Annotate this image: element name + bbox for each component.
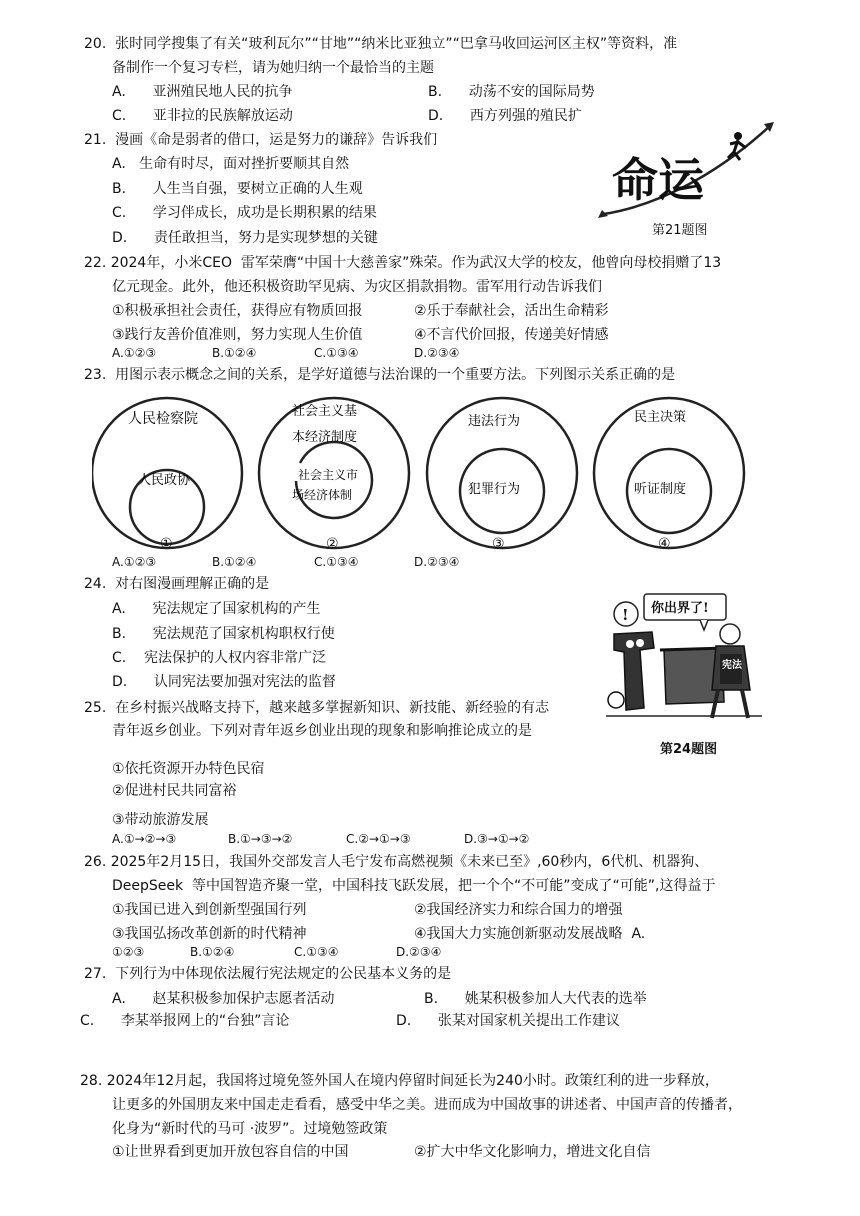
venn-diagram-1 — [92, 398, 242, 548]
venn-diagram-2 — [259, 398, 409, 548]
q26-choice-d: D.②③④ — [396, 945, 442, 959]
q20-option-d: D. 西方列强的殖民扩 — [428, 108, 582, 124]
q28-stem-line2: 让更多的外国朋友来中国走走看看，感受中华之美。进而成为中国故事的讲述者、中国声音的传播者， — [112, 1097, 742, 1113]
q26-statement-2: ②我国经济实力和综合国力的增强 — [414, 902, 623, 918]
q23-choice-a: A.①②③ — [112, 555, 157, 569]
venn2-outer-label-1: 社会主义基 — [292, 404, 358, 419]
q25-choice-c: C.②→①→③ — [346, 832, 411, 846]
q23-diagram-number-2: ② — [326, 536, 339, 552]
q21-option-b: B. 人生当自强，要树立正确的人生观 — [112, 181, 363, 197]
q22-stem-line1: 22. 2024年，小米CEO 雷军荣膺“中国十大慈善家”殊荣。作为武汉大学的校友，他曾向母校捐赠了13 — [84, 255, 722, 271]
q20-option-b: B. 动荡不安的国际局势 — [428, 84, 595, 100]
q22-statement-2: ②乐于奉献社会，活出生命精彩 — [414, 303, 609, 319]
q20-option-a: A. 亚洲殖民地人民的抗争 — [112, 84, 293, 100]
q21-cartoon-image — [594, 118, 784, 220]
q25-choice-b: B.①→③→② — [228, 832, 293, 846]
q21-stem: 21. 漫画《命是弱者的借口，运是努力的谦辞》告诉我们 — [84, 132, 438, 148]
q27-option-d: D. 张某对国家机关提出工作建议 — [396, 1013, 620, 1029]
q24-speech-bubble: 你出界了! — [651, 601, 709, 616]
q21-option-c: C. 学习伴成长，成功是长期积累的结果 — [112, 205, 377, 221]
q26-statement-1: ①我国已进入到创新型强国行列 — [112, 902, 307, 918]
q24-cartoon-image — [604, 590, 764, 728]
q22-statement-1: ①积极承担社会责任，获得应有物质回报 — [112, 303, 363, 319]
q25-choice-d: D.③→①→② — [464, 832, 530, 846]
q27-option-b: B. 姚某积极参加人大代表的选举 — [424, 991, 647, 1007]
q28-stem-line3: 化身为“新时代的马可 ·波罗”。过境勉签政策 — [112, 1121, 388, 1137]
q21-caption: 第21题图 — [652, 223, 708, 238]
q23-stem: 23. 用图示表示概念之间的关系，是学好道德与法治课的一个重要方法。下列图示关系正确的是 — [84, 367, 676, 383]
q28-stem-line1: 28. 2024年12月起，我国将过境免签外国人在境内停留时间延长为240小时。政策红利的进一步释放， — [80, 1073, 719, 1089]
q23-choice-d: D.②③④ — [414, 555, 460, 569]
q26-choice-c: C.①③④ — [294, 945, 339, 959]
venn2-inner-label-2: 场经济体制 — [292, 488, 353, 502]
svg-text:!: ! — [622, 606, 629, 624]
q24-option-c: C. 宪法保护的人权内容非常广泛 — [112, 650, 327, 666]
q20-option-c: C. 亚非拉的民族解放运动 — [112, 108, 293, 124]
q22-statement-3: ③践行友善价值准则，努力实现人生价值 — [112, 327, 363, 343]
q26-choice-a: ①②③ — [112, 945, 145, 959]
venn1-outer-label: 人民检察院 — [128, 411, 198, 427]
q23-choice-b: B.①②④ — [212, 555, 257, 569]
q23-diagram-number-1: ① — [160, 536, 173, 552]
q25-stem-line2: 青年返乡创业。下列对青年返乡创业出现的现象和影响推论成立的是 — [112, 723, 532, 739]
q20-stem-line2: 备制作一个复习专栏，请为她归纳一个最恰当的主题 — [112, 60, 434, 76]
q24-option-d: D. 认同宪法要加强对宪法的监督 — [112, 674, 336, 690]
q20-stem-line1: 20. 张时同学搜集了有关“玻利瓦尔”“甘地”“纳米比亚独立”“巴拿马收回运河区主权”等资料，准 — [84, 36, 678, 52]
q27-stem: 27. 下列行为中体现依法履行宪法规定的公民基本义务的是 — [84, 966, 452, 982]
q23-diagram-number-3: ③ — [492, 536, 505, 552]
q25-statement-3: ③带动旅游发展 — [112, 812, 209, 828]
venn2-inner-label-1: 社会主义市 — [298, 468, 359, 482]
venn3-outer-label: 违法行为 — [468, 414, 521, 429]
q26-choice-b: B.①②④ — [190, 945, 235, 959]
q28-statement-1: ①让世界看到更加开放包容自信的中国 — [112, 1144, 349, 1160]
q24-caption: 第24题图 — [660, 742, 718, 757]
q25-choice-a: A.①→②→③ — [112, 832, 177, 846]
venn1-inner-label: 人民政协 — [138, 473, 191, 488]
q22-choice-d: D.②③④ — [414, 346, 460, 360]
venn2-outer-label-2: 本经济制度 — [292, 430, 358, 445]
q23-venn-diagrams — [92, 393, 752, 553]
q22-statement-4: ④不言代价回报，传递美好情感 — [414, 327, 609, 343]
q24-option-a: A. 宪法规定了国家机构的产生 — [112, 601, 321, 617]
q22-choice-b: B.①②④ — [212, 346, 257, 360]
q23-diagram-number-4: ④ — [658, 536, 671, 552]
q21-option-d: D. 责任敢担当，努力是实现梦想的关键 — [112, 230, 378, 246]
q24-constitution-badge: 宪法 — [722, 660, 742, 671]
q24-stem: 24. 对右图漫画理解正确的是 — [84, 576, 270, 592]
venn3-inner-label: 犯罪行为 — [468, 482, 521, 497]
q27-option-a: A. 赵某积极参加保护志愿者活动 — [112, 991, 335, 1007]
q26-statement-3: ③我国弘扬改革创新的时代精神 — [112, 926, 307, 942]
q22-stem-line2: 亿元现金。此外，他还积极资助罕见病、为灾区捐款捐物。雷军用行动告诉我们 — [112, 279, 602, 295]
q26-statement-4: ④我国大力实施创新驱动发展战略 A. — [414, 926, 646, 942]
q26-stem-line1: 26. 2025年2月15日，我国外交部发言人毛宁发布高燃视频《未来已至》,60秒内，6代机、机器狗、 — [84, 854, 709, 870]
venn4-inner-label: 听证制度 — [634, 482, 687, 497]
q24-option-b: B. 宪法规范了国家机构职权行使 — [112, 626, 335, 642]
q22-choice-a: A.①②③ — [112, 346, 157, 360]
q26-stem-line2: DeepSeek 等中国智造齐聚一堂，中国科技飞跃发展，把一个个“不可能”变成了“可能”,这得益于 — [112, 878, 716, 894]
q23-choice-c: C.①③④ — [314, 555, 359, 569]
q27-option-c: C. 李某举报网上的“台独”言论 — [80, 1013, 290, 1029]
q21-option-a: A. 生命有时尽，面对挫折要顺其自然 — [112, 156, 350, 172]
q28-statement-2: ②扩大中华文化影响力，增进文化自信 — [414, 1144, 651, 1160]
q25-statement-1: ①依托资源开办特色民宿 — [112, 761, 265, 777]
venn-diagram-3 — [427, 398, 577, 548]
q25-statement-2: ②促进村民共同富裕 — [112, 783, 237, 799]
venn-diagram-4 — [594, 398, 744, 548]
q21-cartoon-text: 命运 — [612, 153, 704, 207]
q25-stem-line1: 25. 在乡村振兴战略支持下，越来越多掌握新知识、新技能、新经验的有志 — [84, 700, 550, 716]
venn4-outer-label: 民主决策 — [634, 410, 687, 425]
q22-choice-c: C.①③④ — [314, 346, 359, 360]
